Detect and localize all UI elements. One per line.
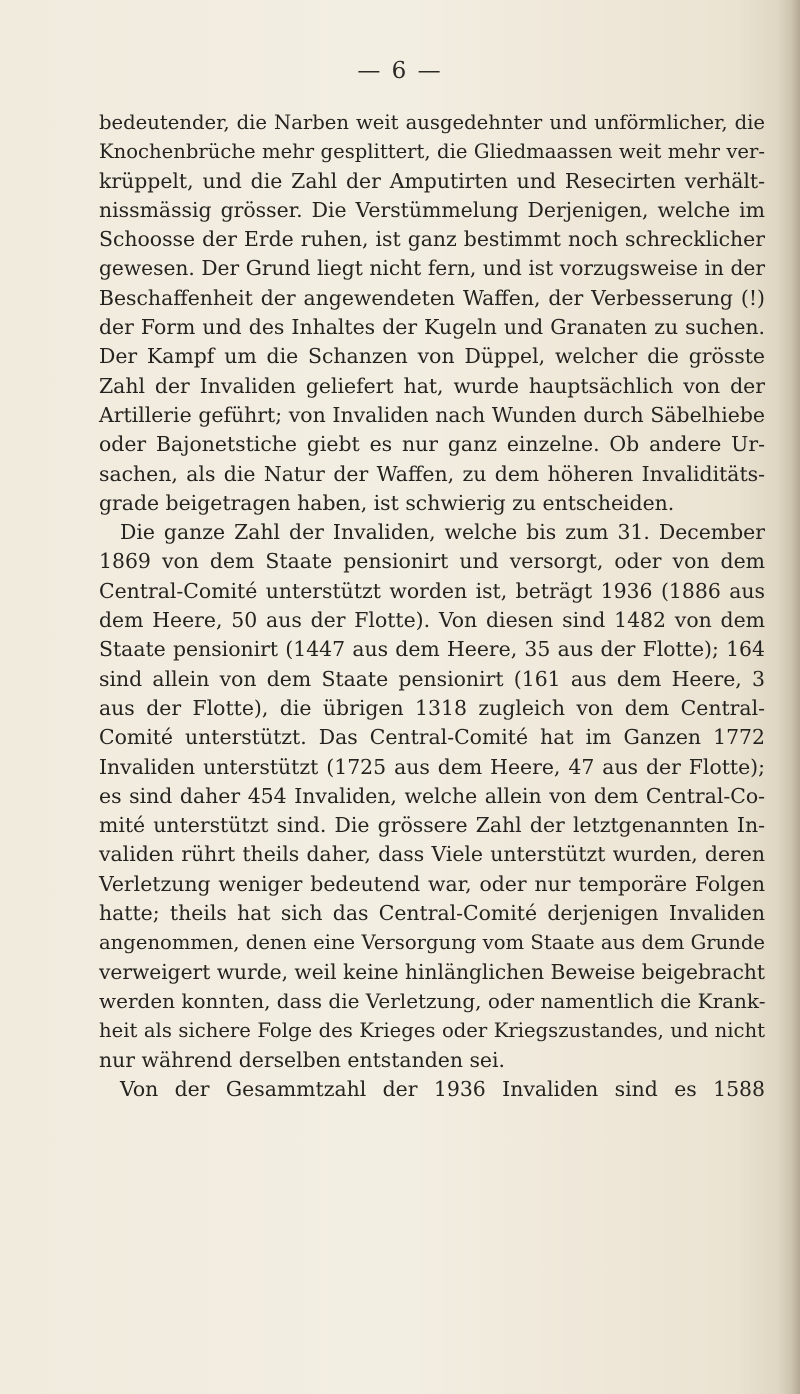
text-line: sachen, als die Natur der Waffen, zu dem höheren Invaliditäts- bbox=[99, 461, 765, 486]
text-line: oder Bajonetstiche giebt es nur ganz einzelne. Ob andere Ur- bbox=[99, 432, 765, 457]
text-line: grade beigetragen haben, ist schwierig zu entscheiden. bbox=[99, 490, 675, 515]
text-line: aus der Flotte), die übrigen 1318 zugleich von dem Central- bbox=[99, 695, 765, 720]
text-line: Der Kampf um die Schanzen von Düppel, welcher die grösste bbox=[99, 344, 765, 369]
text-line: Knochenbrüche mehr gesplittert, die Gliedmaassen weit mehr ver- bbox=[99, 140, 765, 164]
text-line: validen rührt theils daher, dass Viele unterstützt wurden, deren bbox=[99, 842, 765, 867]
text-line: Central-Comité unterstützt worden ist, beträgt 1936 (1886 aus bbox=[99, 578, 765, 603]
text-line: bedeutender, die Narben weit ausgedehnter und unförmlicher, die bbox=[99, 111, 765, 134]
text-line: werden konnten, dass die Verletzung, oder namentlich die Krank- bbox=[99, 988, 766, 1013]
text-line: Invaliden unterstützt (1725 aus dem Heere, 47 aus der Flotte); bbox=[99, 754, 765, 779]
text-line: nissmässig grösser. Die Verstümmelung Derjenigen, welche im bbox=[99, 197, 765, 222]
text-line: Staate pensionirt (1447 aus dem Heere, 35 aus der Flotte); 164 bbox=[99, 637, 765, 662]
text-line: dem Heere, 50 aus der Flotte). Von diesen sind 1482 von dem bbox=[99, 608, 765, 633]
text-line: Artillerie geführt; von Invaliden nach Wunden durch Säbelhiebe bbox=[99, 402, 765, 427]
page-number: — 6 — bbox=[357, 58, 443, 84]
text-line: angenommen, denen eine Versorgung vom Staate aus dem Grunde bbox=[99, 931, 765, 955]
text-line: mité unterstützt sind. Die grössere Zahl der letztgenannten In- bbox=[99, 813, 765, 838]
text-line: es sind daher 454 Invaliden, welche allein von dem Central-Co- bbox=[99, 783, 765, 808]
text-line: Zahl der Invaliden geliefert hat, wurde hauptsächlich von der bbox=[99, 373, 765, 398]
text-line: Beschaffenheit der angewendeten Waffen, der Verbesserung (!) bbox=[99, 285, 765, 310]
text-line: hatte; theils hat sich das Central-Comité derjenigen Invaliden bbox=[99, 901, 765, 926]
text-line: Von der Gesammtzahl der 1936 Invaliden sind es 1588 bbox=[120, 1076, 765, 1101]
text-line: gewesen. Der Grund liegt nicht fern, und ist vorzugsweise in der bbox=[99, 256, 765, 281]
body-text bbox=[99, 108, 765, 1104]
text-line: krüppelt, und die Zahl der Amputirten und Resecirten verhält- bbox=[99, 168, 765, 193]
text-line: der Form und des Inhaltes der Kugeln und Granaten zu suchen. bbox=[99, 315, 765, 340]
text-line: Schoosse der Erde ruhen, ist ganz bestimmt noch schrecklicher bbox=[99, 227, 765, 252]
text-line: nur während derselben entstanden sei. bbox=[99, 1047, 505, 1072]
text-line: Verletzung weniger bedeutend war, oder nur temporäre Folgen bbox=[99, 871, 765, 896]
text-line: sind allein von dem Staate pensionirt (161 aus dem Heere, 3 bbox=[99, 666, 765, 691]
text-line: heit als sichere Folge des Krieges oder Kriegszustandes, und nicht bbox=[99, 1019, 765, 1043]
text-line: Die ganze Zahl der Invaliden, welche bis zum 31. December bbox=[120, 520, 765, 545]
text-line: Comité unterstützt. Das Central-Comité hat im Ganzen 1772 bbox=[99, 725, 765, 750]
text-line: 1869 von dem Staate pensionirt und versorgt, oder von dem bbox=[99, 549, 765, 574]
page-edge-shadow bbox=[778, 0, 800, 1394]
text-line: verweigert wurde, weil keine hinlänglichen Beweise beigebracht bbox=[99, 959, 765, 984]
